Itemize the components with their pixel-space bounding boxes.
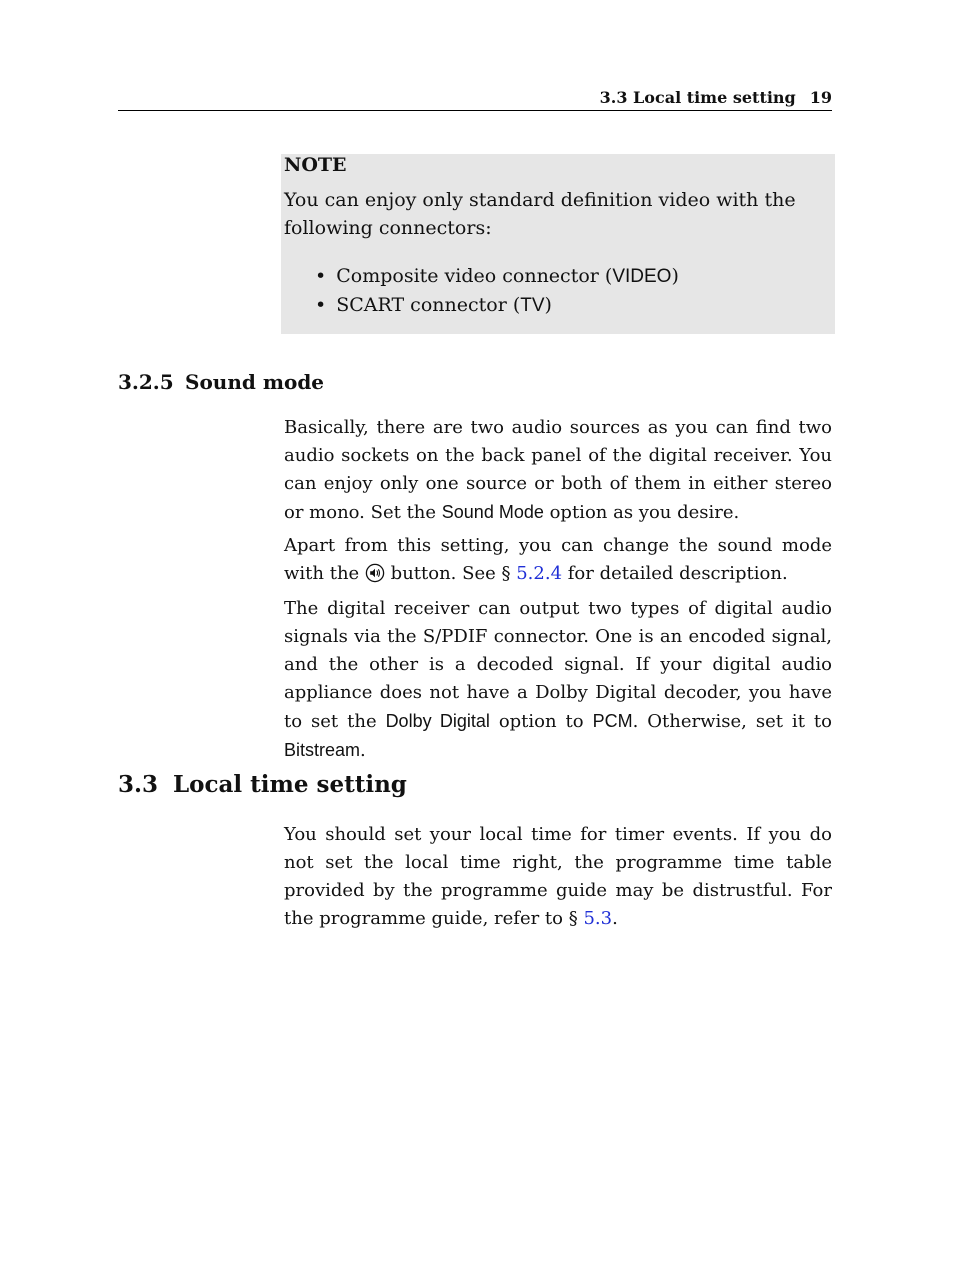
section-number: 3.3 xyxy=(118,771,159,798)
note-title: NOTE xyxy=(284,154,347,176)
running-head-section: 3.3 Local time setting xyxy=(599,88,796,107)
note-body: You can enjoy only standard definition video with the following connectors: xyxy=(284,189,796,239)
option-value: Bitstream xyxy=(284,740,361,760)
running-head-text xyxy=(600,88,832,107)
section-link[interactable]: 5.2.4 xyxy=(516,563,563,584)
section-link[interactable]: 5.3 xyxy=(583,908,613,929)
connector-label: VIDEO xyxy=(612,266,672,287)
option-value: PCM xyxy=(592,711,633,731)
note-box xyxy=(281,154,835,334)
section-heading-local-time xyxy=(118,771,407,798)
sound-mode-button-icon xyxy=(365,563,385,583)
list-item: • SCART connector (TV) xyxy=(315,291,679,320)
list-item: • Composite video connector (VIDEO) xyxy=(315,262,679,291)
option-name: Dolby Digital xyxy=(385,711,490,731)
paragraph: Basically, there are two audio sources as you can find two audio sockets on the back panel of the digital receiver. You can enjoy only one source or both of them in either stereo or mono. Set the Sound Mode option as you desire. xyxy=(284,417,832,523)
paragraph: Apart from this setting, you can change the sound mode with the button. See § 5.2.4 for detailed description. xyxy=(284,535,832,584)
subsection-number: 3.2.5 xyxy=(118,370,174,394)
running-head xyxy=(118,86,832,111)
option-name: Sound Mode xyxy=(441,502,544,522)
section-title: Local time setting xyxy=(173,771,407,798)
subsection-heading-sound-mode xyxy=(118,370,324,394)
page-number: 19 xyxy=(809,88,832,107)
connector-label: TV xyxy=(520,295,545,316)
note-list xyxy=(315,262,679,320)
subsection-title: Sound mode xyxy=(185,370,325,394)
paragraph: You should set your local time for timer events. If you do not set the local time right, the programme time table provided by the programme guide may be distrustful. For the programme guide, refer to § 5.3. xyxy=(284,824,832,929)
paragraph: The digital receiver can output two types of digital audio signals via the S/PDIF connector. One is an encoded signal, and the other is a decoded signal. If your digital audio appliance does not have a Dolby Digital decoder, you have to set the Dolby Digital option to PCM. Otherwise, set it to Bitstream. xyxy=(284,598,832,761)
